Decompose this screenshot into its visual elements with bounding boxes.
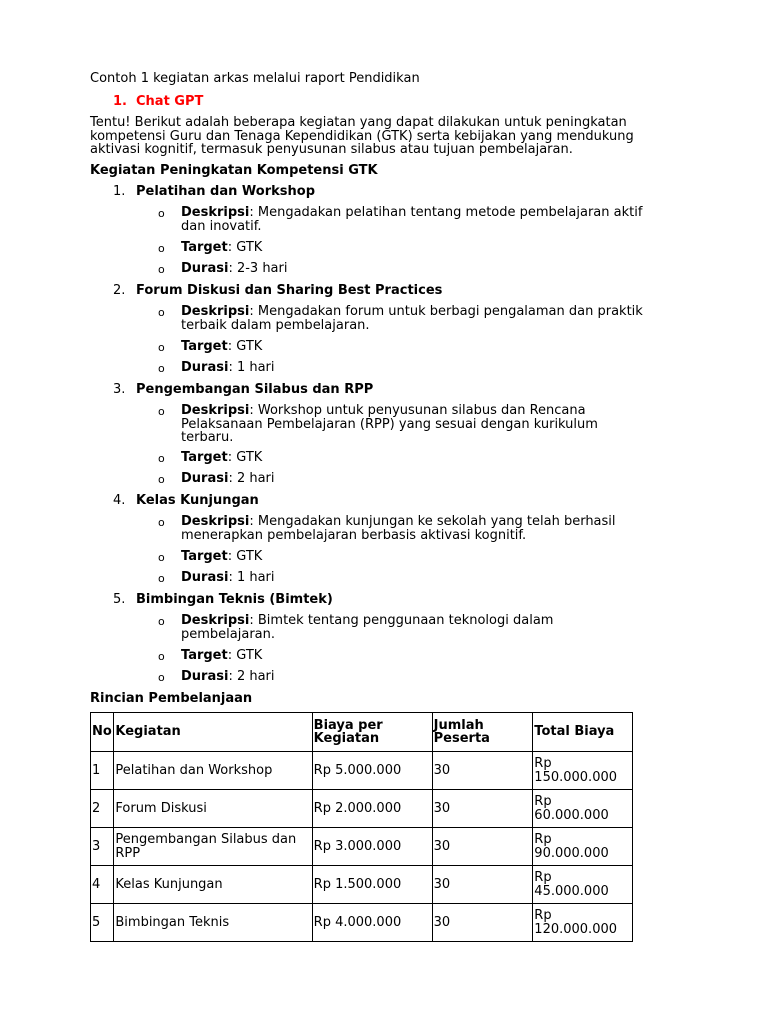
intro-line: Contoh 1 kegiatan arkas melalui raport Pendidikan [90, 71, 420, 86]
bullet-icon: o [158, 551, 165, 564]
activity-number: 3. [113, 382, 126, 397]
table-cell: 30 [432, 790, 533, 828]
activity-duration [181, 361, 275, 374]
activity-target [181, 649, 262, 662]
table-cell: Rp 150.000.000 [533, 752, 633, 790]
table-cell: Pelatihan dan Workshop [114, 752, 312, 790]
activity-description [181, 206, 701, 233]
duration-label: Durasi [181, 261, 229, 276]
section-title: Kegiatan Peningkatan Kompetensi GTK [90, 163, 378, 178]
header-cell: No [91, 713, 114, 752]
table-row [91, 790, 633, 828]
header-cell: Biaya per Kegiatan [312, 713, 432, 752]
duration-label: Durasi [181, 471, 229, 486]
activity-description [181, 404, 701, 445]
duration-label: Durasi [181, 360, 229, 375]
table-row [91, 828, 633, 866]
duration-label: Durasi [181, 669, 229, 684]
target-label: Target [181, 648, 228, 663]
table-cell: Rp 3.000.000 [312, 828, 432, 866]
duration-text: : 1 hari [228, 570, 275, 585]
target-label: Target [181, 240, 228, 255]
bullet-icon: o [158, 242, 165, 255]
target-label: Target [181, 450, 228, 465]
bullet-icon: o [158, 263, 165, 276]
source-heading-label: Chat GPT [136, 94, 204, 109]
description-text: : Workshop untuk penyusunan silabus dan Rencana Pelaksanaan Pembelajaran (RPP) yang sesuai dengan kurikulum terbaru. [181, 403, 598, 445]
table-row [91, 866, 633, 904]
target-text: : GTK [227, 339, 263, 354]
table-row [91, 752, 633, 790]
duration-text: : 2-3 hari [228, 261, 288, 276]
table-cell: 4 [91, 866, 114, 904]
table-cell: Forum Diskusi [114, 790, 312, 828]
activity-duration [181, 571, 275, 584]
bullet-icon: o [158, 671, 165, 684]
header-cell: Kegiatan [114, 713, 312, 752]
activity-title: Pelatihan dan Workshop [136, 184, 316, 199]
header-cell: Total Biaya [533, 713, 633, 752]
table-row [91, 904, 633, 942]
activity-description [181, 305, 701, 332]
table-cell: 1 [91, 752, 114, 790]
activity-target [181, 340, 262, 353]
activity-duration [181, 262, 287, 275]
activity-duration [181, 472, 275, 485]
description-label: Deskripsi [181, 205, 250, 220]
activity-number: 4. [113, 493, 126, 508]
description-label: Deskripsi [181, 304, 250, 319]
description-label: Deskripsi [181, 403, 250, 418]
table-cell: 2 [91, 790, 114, 828]
bullet-icon: o [158, 473, 165, 486]
activity-duration [181, 670, 275, 683]
duration-text: : 2 hari [228, 669, 275, 684]
bullet-icon: o [158, 650, 165, 663]
table-cell: Rp 1.500.000 [312, 866, 432, 904]
target-text: : GTK [227, 648, 263, 663]
bullet-icon: o [158, 452, 165, 465]
table-cell: Bimbingan Teknis [114, 904, 312, 942]
activity-target [181, 550, 262, 563]
table-cell: Pengembangan Silabus dan RPP [114, 828, 312, 866]
table-cell: Rp 60.000.000 [533, 790, 633, 828]
description-label: Deskripsi [181, 613, 250, 628]
target-text: : GTK [227, 240, 263, 255]
activity-description [181, 515, 701, 542]
source-heading-number: 1. [113, 94, 127, 109]
bullet-icon: o [158, 341, 165, 354]
table-cell: Rp 120.000.000 [533, 904, 633, 942]
target-label: Target [181, 339, 228, 354]
table-cell: 30 [432, 904, 533, 942]
description-label: Deskripsi [181, 514, 250, 529]
bullet-icon: o [158, 615, 165, 628]
table-cell: Rp 4.000.000 [312, 904, 432, 942]
activity-target [181, 241, 262, 254]
header-cell: Jumlah Peserta [432, 713, 533, 752]
activity-description [181, 614, 701, 641]
table-cell: 5 [91, 904, 114, 942]
bullet-icon: o [158, 572, 165, 585]
bullet-icon: o [158, 306, 165, 319]
table-cell: Rp 45.000.000 [533, 866, 633, 904]
cost-title: Rincian Pembelanjaan [90, 691, 253, 706]
target-text: : GTK [227, 450, 263, 465]
bullet-icon: o [158, 516, 165, 529]
description-text: : Mengadakan forum untuk berbagi pengalaman dan praktik terbaik dalam pembelajaran. [181, 304, 643, 333]
table-cell: 3 [91, 828, 114, 866]
table-cell: Rp 90.000.000 [533, 828, 633, 866]
activity-title: Bimbingan Teknis (Bimtek) [136, 592, 333, 607]
activity-title: Kelas Kunjungan [136, 493, 259, 508]
bullet-icon: o [158, 405, 165, 418]
table-cell: 30 [432, 828, 533, 866]
duration-text: : 1 hari [228, 360, 275, 375]
activity-number: 5. [113, 592, 126, 607]
table-cell: 30 [432, 866, 533, 904]
table-cell: Rp 5.000.000 [312, 752, 432, 790]
target-label: Target [181, 549, 228, 564]
bullet-icon: o [158, 362, 165, 375]
table-cell: 30 [432, 752, 533, 790]
duration-label: Durasi [181, 570, 229, 585]
table-cell: Rp 2.000.000 [312, 790, 432, 828]
description-text: : Mengadakan pelatihan tentang metode pembelajaran aktif dan inovatif. [181, 205, 643, 234]
activity-title: Pengembangan Silabus dan RPP [136, 382, 374, 397]
description-text: : Bimtek tentang penggunaan teknologi dalam pembelajaran. [181, 613, 554, 642]
description-text: : Mengadakan kunjungan ke sekolah yang telah berhasil menerapkan pembelajaran berbasis aktivasi kognitif. [181, 514, 616, 543]
activity-number: 1. [113, 184, 126, 199]
bullet-icon: o [158, 207, 165, 220]
activity-number: 2. [113, 283, 126, 298]
activity-title: Forum Diskusi dan Sharing Best Practices [136, 283, 443, 298]
table-header-row [91, 713, 633, 752]
duration-text: : 2 hari [228, 471, 275, 486]
activity-target [181, 451, 262, 464]
intro-paragraph: Tentu! Berikut adalah beberapa kegiatan yang dapat dilakukan untuk peningkatan kompetensi Guru dan Tenaga Kependidikan (GTK) serta kebijakan yang mendukung aktivasi kognitif, termasuk penyusunan silabus atau tujuan pembelajaran. [90, 115, 634, 157]
cost-table [90, 712, 633, 942]
target-text: : GTK [227, 549, 263, 564]
table-cell: Kelas Kunjungan [114, 866, 312, 904]
